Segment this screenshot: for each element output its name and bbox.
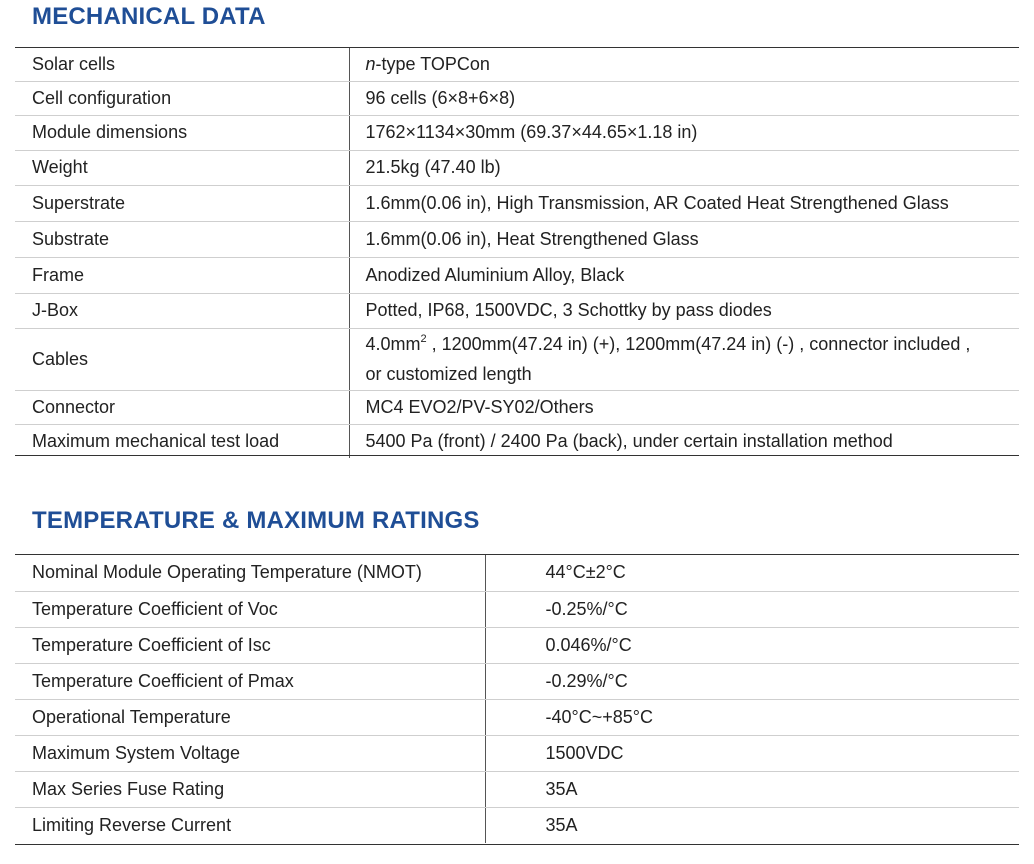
row-label: Connector: [15, 390, 349, 424]
row-label: Superstrate: [15, 185, 349, 221]
mechanical-bottom-rule: [15, 455, 1019, 456]
table-row: [15, 424, 1019, 458]
row-label: Module dimensions: [15, 115, 349, 150]
value-text: , 1200mm(47.24 in) (+), 1200mm(47.24 in) (-) , connector included ,: [426, 334, 971, 354]
table-row: [15, 150, 1019, 185]
table-row: [15, 48, 1019, 81]
row-value: 0.046%/°C: [485, 627, 1019, 663]
row-value: 1.6mm(0.06 in), Heat Strengthened Glass: [349, 221, 1019, 257]
italic-n: n: [365, 53, 376, 74]
row-value: 44°C±2°C: [485, 555, 1019, 591]
row-value: 5400 Pa (front) / 2400 Pa (back), under certain installation method: [349, 424, 1019, 458]
row-value: -0.29%/°C: [485, 663, 1019, 699]
row-value: [349, 48, 1019, 81]
row-value: [349, 328, 1019, 390]
table-row: [15, 807, 1019, 843]
table-row: [15, 115, 1019, 150]
row-label: Max Series Fuse Rating: [15, 771, 485, 807]
row-label: Cables: [15, 328, 349, 390]
row-label: Weight: [15, 150, 349, 185]
table-row: [15, 771, 1019, 807]
row-value: 96 cells (6×8+6×8): [349, 81, 1019, 115]
table-row: [15, 735, 1019, 771]
value-text: -type TOPCon: [375, 53, 490, 74]
row-value: 21.5kg (47.40 lb): [349, 150, 1019, 185]
row-value: 1762×1134×30mm (69.37×44.65×1.18 in): [349, 115, 1019, 150]
value-text: or customized length: [365, 364, 532, 384]
row-label: Substrate: [15, 221, 349, 257]
table-row: [15, 555, 1019, 591]
row-value: -40°C~+85°C: [485, 699, 1019, 735]
row-value: 1.6mm(0.06 in), High Transmission, AR Coated Heat Strengthened Glass: [349, 185, 1019, 221]
value-text: 4.0mm: [365, 334, 421, 354]
temperature-table: [15, 555, 1019, 843]
table-row: [15, 627, 1019, 663]
row-value: 35A: [485, 771, 1019, 807]
row-label: Limiting Reverse Current: [32, 814, 232, 835]
table-row: [15, 328, 1019, 390]
table-row: [15, 663, 1019, 699]
row-value: -0.25%/°C: [485, 591, 1019, 627]
table-row: [15, 221, 1019, 257]
table-row: [15, 257, 1019, 293]
row-label: Cell configuration: [15, 81, 349, 115]
row-value: 1500VDC: [485, 735, 1019, 771]
row-label: Operational Temperature: [15, 699, 485, 735]
table-row: [15, 81, 1019, 115]
row-value: Anodized Aluminium Alloy, Black: [349, 257, 1019, 293]
row-label: Temperature Coefficient of Isc: [15, 627, 485, 663]
mechanical-data-table: [15, 48, 1019, 458]
table-row: [15, 699, 1019, 735]
table-row: [15, 591, 1019, 627]
superscript: 2: [420, 333, 427, 345]
table-row: [15, 293, 1019, 328]
row-value: 35A: [485, 807, 1019, 843]
row-label: Nominal Module Operating Temperature (NMOT): [15, 555, 485, 591]
row-label: Temperature Coefficient of Voc: [15, 591, 485, 627]
table-row: [15, 390, 1019, 424]
row-value: Potted, IP68, 1500VDC, 3 Schottky by pass diodes: [349, 293, 1019, 328]
row-label: Maximum System Voltage: [15, 735, 485, 771]
mechanical-data-heading: MECHANICAL DATA: [32, 3, 266, 30]
row-label: Temperature Coefficient of Pmax: [15, 663, 485, 699]
temperature-heading: TEMPERATURE & MAXIMUM RATINGS: [32, 507, 480, 534]
row-label: Frame: [15, 257, 349, 293]
row-label: Maximum mechanical test load: [32, 430, 280, 451]
table-row: [15, 185, 1019, 221]
row-label: J-Box: [15, 293, 349, 328]
row-label: Solar cells: [15, 48, 349, 81]
row-value: MC4 EVO2/PV-SY02/Others: [349, 390, 1019, 424]
temperature-bottom-rule: [15, 844, 1019, 845]
